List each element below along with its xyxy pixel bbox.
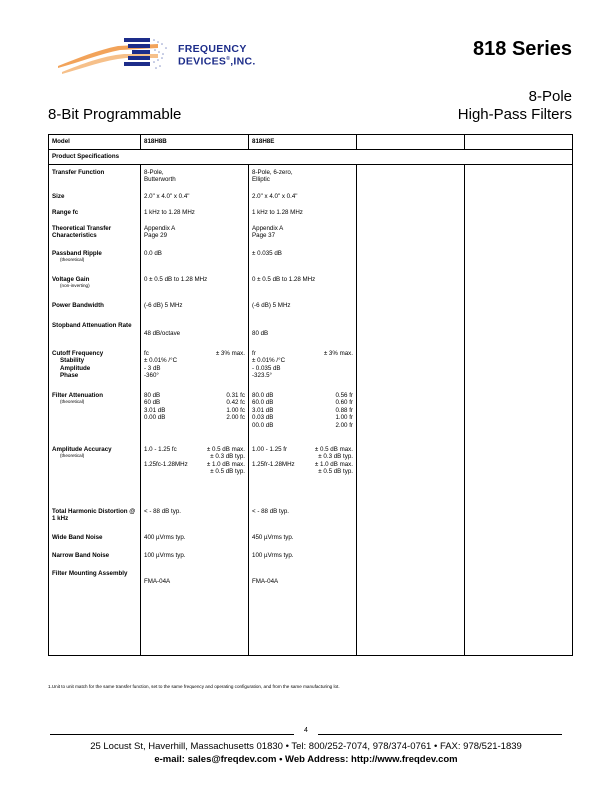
cell: 1.00 - 1.25 fr ± 0.5 dB max. ± 0.3 dB typ. 1.25fr-1.28MHz ± 1.0 dB max. ± 0.5 dB typ. <box>249 442 357 504</box>
cell: 8-Pole, 6-zero, Elliptic <box>249 165 357 190</box>
row-label: Voltage Gain (non-inverting) <box>49 272 141 298</box>
cell: ± 0.035 dB <box>249 245 357 272</box>
table-row <box>49 442 573 504</box>
table-row <box>49 272 573 298</box>
table-row <box>49 205 573 221</box>
cell: 0.0 dB <box>141 245 249 272</box>
row-label: Passband Ripple (theoretical) <box>49 245 141 272</box>
row-label: Filter Mounting Assembly <box>49 566 141 656</box>
footer-address: 25 Locust St, Haverhill, Massachusetts 01830 • Tel: 800/252-7074, 978/374-0761 • FAX: 978/521-1839 <box>90 741 522 752</box>
section-row <box>49 150 573 165</box>
row-label: Filter Attenuation (theoretical) <box>49 388 141 442</box>
row-label: Wide Band Noise <box>49 530 141 548</box>
row-label: Range fc <box>49 205 141 221</box>
model-empty-3 <box>357 135 465 150</box>
cell: 1 kHz to 1.28 MHz <box>249 205 357 221</box>
table-row <box>49 165 573 190</box>
table-row <box>49 221 573 245</box>
table-row <box>49 245 573 272</box>
row-label: Narrow Band Noise <box>49 548 141 566</box>
row-label: Power Bandwidth <box>49 298 141 318</box>
table-row <box>49 298 573 318</box>
cell: 48 dB/octave <box>141 318 249 346</box>
cell: fc ± 3% max. ± 0.01% /°C - 3 dB -360° <box>141 346 249 388</box>
table-row <box>49 548 573 566</box>
series-title: 818 Series <box>473 38 572 60</box>
cell: FMA-04A <box>249 566 357 656</box>
cell: 100 µVrms typ. <box>249 548 357 566</box>
cell: 1.0 - 1.25 fc ± 0.5 dB max. ± 0.3 dB typ. 1.25fc-1.28MHz ± 1.0 dB max. ± 0.5 dB typ. <box>141 442 249 504</box>
cell: FMA-04A <box>141 566 249 656</box>
page-number: 4 <box>304 727 308 734</box>
model-818h8b: 818H8B <box>141 135 249 150</box>
table-row <box>49 318 573 346</box>
product-subtitle: 8-Pole High-Pass Filters <box>457 88 572 123</box>
table-row <box>49 346 573 388</box>
cell: fr ± 3% max. ± 0.01% /°C - 0.035 dB -323.5° <box>249 346 357 388</box>
spec-table <box>48 134 573 656</box>
cell: 450 µVrms typ. <box>249 530 357 548</box>
cell: 400 µVrms typ. <box>141 530 249 548</box>
cell: 1 kHz to 1.28 MHz <box>141 205 249 221</box>
cell: (-6 dB) 5 MHz <box>249 298 357 318</box>
cell: < - 88 dB typ. <box>141 504 249 530</box>
cell: 0 ± 0.5 dB to 1.28 MHz <box>141 272 249 298</box>
cell: 80 dB <box>249 318 357 346</box>
cell: 2.0" x 4.0" x 0.4" <box>141 189 249 205</box>
table-row <box>49 530 573 548</box>
cell: 80 dB 0.31 fc 60 dB 0.42 fc 3.01 dB 1.00 fc 0.00 dB 2.00 fc <box>141 388 249 442</box>
table-row <box>49 566 573 656</box>
row-label: Stopband Attenuation Rate <box>49 318 141 346</box>
cell: (-6 dB) 5 MHz <box>141 298 249 318</box>
footnote: 1.Unit to unit match for the same transfer function, set to the same frequency and operating configuration, and from the same manufacturing lot. <box>48 684 340 689</box>
table-row <box>49 388 573 442</box>
brand-name: FREQUENCY DEVICES®,INC. <box>178 43 256 68</box>
row-label: Amplitude Accuracy (theoretical) <box>49 442 141 504</box>
footer-rule-left <box>50 734 294 735</box>
row-label: Total Harmonic Distortion @ 1 kHz <box>49 504 141 530</box>
model-header: Model <box>49 135 141 150</box>
model-818h8e: 818H8E <box>249 135 357 150</box>
row-label: Size <box>49 189 141 205</box>
cell: 2.0" x 4.0" x 0.4" <box>249 189 357 205</box>
cell: 80.0 dB 0.56 fr 60.0 dB 0.60 fr 3.01 dB 0.88 fr 0.03 dB 1.00 fr 00.0 dB 2.00 fr <box>249 388 357 442</box>
cell: Appendix A Page 29 <box>141 221 249 245</box>
cell: 8-Pole, Butterworth <box>141 165 249 190</box>
cell: Appendix A Page 37 <box>249 221 357 245</box>
table-row <box>49 189 573 205</box>
cell: 100 µVrms typ. <box>141 548 249 566</box>
row-label: Cutoff Frequency Stability Amplitude Phase <box>49 346 141 388</box>
cell: < - 88 dB typ. <box>249 504 357 530</box>
footer-web: e-mail: sales@freqdev.com • Web Address: http://www.freqdev.com <box>154 754 458 765</box>
cell: 0 ± 0.5 dB to 1.28 MHz <box>249 272 357 298</box>
footer-rule-right <box>318 734 562 735</box>
row-label: Transfer Function <box>49 165 141 190</box>
section-title: Product Specifications <box>49 150 573 165</box>
programmable-subtitle: 8-Bit Programmable <box>48 106 182 123</box>
table-row <box>49 504 573 530</box>
row-label: Theoretical Transfer Characteristics <box>49 221 141 245</box>
model-empty-4 <box>465 135 573 150</box>
table-header-row <box>49 135 573 150</box>
